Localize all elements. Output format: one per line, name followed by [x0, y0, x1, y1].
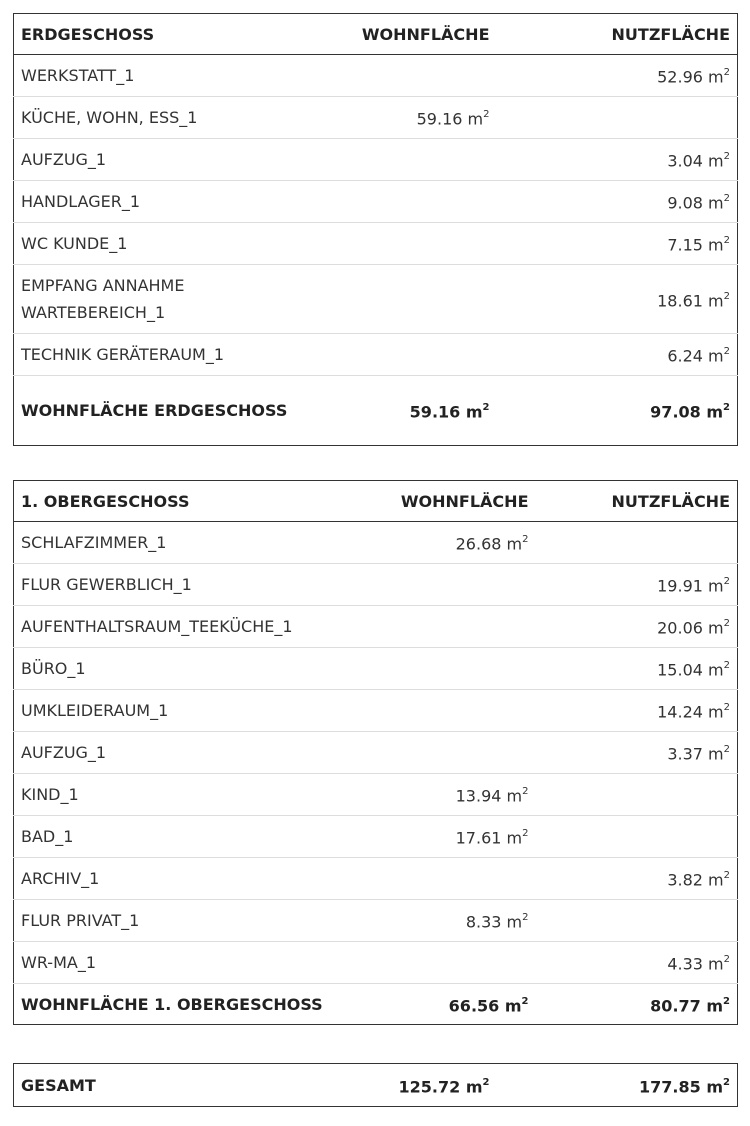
nutzflaeche-value: 3.04 $m^2$	[497, 139, 738, 181]
room-name: FLUR PRIVAT_1	[14, 900, 344, 942]
obergeschoss-header-floor: 1. OBERGESCHOSS	[14, 481, 344, 522]
total-wohnflaeche: 125.72 $m^2$	[398, 1076, 490, 1097]
table-row	[14, 690, 738, 732]
room-name: AUFZUG_1	[14, 732, 344, 774]
erdgeschoss-table	[13, 13, 738, 446]
room-name: HANDLAGER_1	[14, 181, 314, 223]
total-nutzflaeche: 177.85 $m^2$	[639, 1076, 730, 1097]
table-row	[14, 774, 738, 816]
wohnflaeche-value: 17.61 $m^2$	[344, 816, 536, 858]
room-name: KIND_1	[14, 774, 344, 816]
erdgeschoss-header-wohnflaeche: WOHNFLÄCHE	[314, 14, 497, 55]
table-row	[14, 181, 738, 223]
nutzflaeche-value	[497, 97, 738, 139]
nutzflaeche-value	[536, 522, 738, 564]
room-name: AUFENTHALTSRAUM_TEEKÜCHE_1	[14, 606, 344, 648]
table-row	[14, 334, 738, 376]
wohnflaeche-value	[344, 648, 536, 690]
wohnflaeche-value	[314, 181, 497, 223]
total-label: GESAMT	[21, 1075, 96, 1095]
wohnflaeche-value: 13.94 $m^2$	[344, 774, 536, 816]
obergeschoss-header-nutzflaeche: NUTZFLÄCHE	[536, 481, 738, 522]
obergeschoss-table	[13, 480, 738, 1025]
nutzflaeche-value	[536, 774, 738, 816]
wohnflaeche-value	[314, 223, 497, 265]
wohnflaeche-value	[344, 858, 536, 900]
nutzflaeche-value: 19.91 $m^2$	[536, 564, 738, 606]
wohnflaeche-value	[314, 265, 497, 334]
table-row	[14, 732, 738, 774]
room-name: WC KUNDE_1	[14, 223, 314, 265]
table-row	[14, 265, 738, 334]
nutzflaeche-value: 20.06 $m^2$	[536, 606, 738, 648]
nutzflaeche-value: 15.04 $m^2$	[536, 648, 738, 690]
nutzflaeche-value: 3.82 $m^2$	[536, 858, 738, 900]
erdgeschoss-header-row	[14, 14, 738, 55]
wohnflaeche-value	[314, 55, 497, 97]
nutzflaeche-value: 4.33 $m^2$	[536, 942, 738, 984]
wohnflaeche-value: 26.68 $m^2$	[344, 522, 536, 564]
wohnflaeche-value	[344, 942, 536, 984]
total-row	[14, 1064, 738, 1107]
table-row	[14, 900, 738, 942]
room-name: WERKSTATT_1	[14, 55, 314, 97]
table-row	[14, 648, 738, 690]
table-row	[14, 816, 738, 858]
room-name: FLUR GEWERBLICH_1	[14, 564, 344, 606]
erdgeschoss-sum-row	[14, 376, 738, 446]
obergeschoss-sum-nutzflaeche: 80.77 $m^2$	[536, 984, 738, 1025]
wohnflaeche-value: 8.33 $m^2$	[344, 900, 536, 942]
nutzflaeche-value: 18.61 $m^2$	[497, 265, 738, 334]
table-row	[14, 223, 738, 265]
room-name: TECHNIK GERÄTERAUM_1	[14, 334, 314, 376]
wohnflaeche-value	[344, 564, 536, 606]
wohnflaeche-value	[344, 606, 536, 648]
room-name: BÜRO_1	[14, 648, 344, 690]
nutzflaeche-value: 7.15 $m^2$	[497, 223, 738, 265]
table-row	[14, 942, 738, 984]
table-row	[14, 564, 738, 606]
nutzflaeche-value: 3.37 $m^2$	[536, 732, 738, 774]
obergeschoss-header-row	[14, 481, 738, 522]
wohnflaeche-value	[344, 732, 536, 774]
nutzflaeche-value	[536, 900, 738, 942]
table-row	[14, 606, 738, 648]
erdgeschoss-sum-label: WOHNFLÄCHE ERDGESCHOSS	[14, 376, 314, 446]
obergeschoss-sum-label: WOHNFLÄCHE 1. OBERGESCHOSS	[14, 984, 344, 1025]
nutzflaeche-value: 6.24 $m^2$	[497, 334, 738, 376]
table-row	[14, 858, 738, 900]
nutzflaeche-value: 9.08 $m^2$	[497, 181, 738, 223]
room-name: BAD_1	[14, 816, 344, 858]
room-name: UMKLEIDERAUM_1	[14, 690, 344, 732]
table-row	[14, 522, 738, 564]
obergeschoss-sum-wohnflaeche: 66.56 $m^2$	[344, 984, 536, 1025]
erdgeschoss-header-nutzflaeche: NUTZFLÄCHE	[497, 14, 738, 55]
table-row	[14, 55, 738, 97]
wohnflaeche-value: 59.16 $m^2$	[314, 97, 497, 139]
obergeschoss-header-wohnflaeche: WOHNFLÄCHE	[344, 481, 536, 522]
wohnflaeche-value	[344, 690, 536, 732]
room-name: AUFZUG_1	[14, 139, 314, 181]
room-name: KÜCHE, WOHN, ESS_1	[14, 97, 314, 139]
room-name: WR-MA_1	[14, 942, 344, 984]
nutzflaeche-value: 52.96 $m^2$	[497, 55, 738, 97]
wohnflaeche-value	[314, 139, 497, 181]
table-row	[14, 139, 738, 181]
erdgeschoss-sum-nutzflaeche: 97.08 $m^2$	[497, 376, 738, 446]
table-row	[14, 97, 738, 139]
nutzflaeche-value	[536, 816, 738, 858]
nutzflaeche-value: 14.24 $m^2$	[536, 690, 738, 732]
total-table	[13, 1063, 738, 1107]
room-name: EMPFANG ANNAHME WARTEBEREICH_1	[14, 265, 314, 334]
wohnflaeche-value	[314, 334, 497, 376]
room-name: SCHLAFZIMMER_1	[14, 522, 344, 564]
obergeschoss-sum-row	[14, 984, 738, 1025]
erdgeschoss-header-floor: ERDGESCHOSS	[14, 14, 314, 55]
erdgeschoss-sum-wohnflaeche: 59.16 $m^2$	[314, 376, 497, 446]
room-name: ARCHIV_1	[14, 858, 344, 900]
